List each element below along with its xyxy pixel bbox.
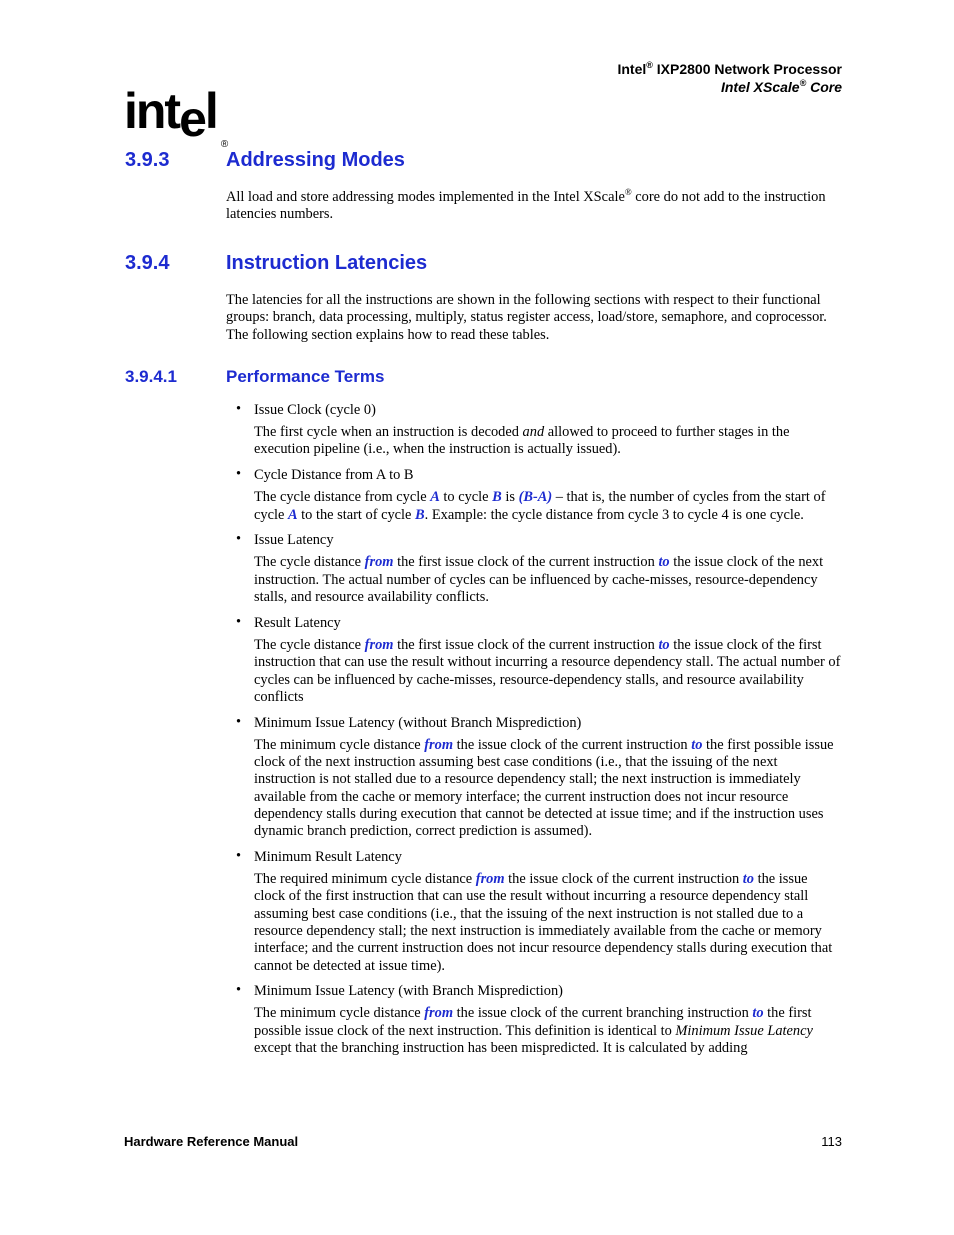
header-line-1: Intel® IXP2800 Network Processor [617,60,842,77]
list-item [236,467,842,524]
term-description: The required minimum cycle distance from the issue clock of the current instruction to the issue clock of the first instruction that can use the result without incurring a resource dependency stall assuming best case conditions (i.e., that the issuing of the next instruction is not stalled due to a resource dependency stall; the next instruction is immediately available from the cache or memory interface; and the current instruction does not incur resource dependency stalls during execution that cannot be detected at issue time). [254,871,833,974]
performance-terms-list [236,402,842,1066]
list-item [236,532,842,606]
running-header [617,60,842,96]
term-title: • Minimum Result Latency [236,849,842,866]
instruction-latencies-paragraph: The latencies for all the instructions are shown in the following sections with respect to their functional groups: branch, data processing, multiply, status register access, load/store, semaphore, and coprocessor. The following section explains how to read these tables. [226,292,827,343]
section-heading-instruction-latencies: 3.9.4 Instruction Latencies [125,252,428,274]
term-title: • Result Latency [236,615,842,632]
term-description: The cycle distance from the first issue clock of the current instruction to the issue clock of the next instruction. The actual number of cycles can be influenced by cache-misses, resource-dependency stalls, and resource availability conflicts. [254,554,824,606]
list-item [236,983,842,1057]
footer-manual-title: Hardware Reference Manual [124,1134,299,1149]
header-line-2: Intel XScale® Core [720,78,842,95]
list-item [236,849,842,975]
list-item [236,615,842,706]
term-description: The cycle distance from the first issue clock of the current instruction to the issue clock of the first instruction that can use the result without incurring a resource dependency stall. The actual number of cycles can be influenced by cache-misses, resource-dependency stalls, and resource availability conflicts [254,636,841,705]
addressing-modes-paragraph: All load and store addressing modes implemented in the Intel XScale® core do not add to the instruction latencies numbers. [226,187,826,223]
page-number: 113 [821,1134,842,1149]
term-description: The first cycle when an instruction is decoded and allowed to proceed to further stages in the execution pipeline (i.e., when the instruction is actually issued). [254,424,790,458]
list-item [236,715,842,841]
term-description: The cycle distance from cycle A to cycle B is (B-A) – that is, the number of cycles from the start of cycle A to the start of cycle B. Example: the cycle distance from cycle 3 to cycle 4 is one cycle. [254,489,826,523]
intel-logo: intel® [124,83,229,150]
term-description: The minimum cycle distance from the issue clock of the current instruction to the first possible issue clock of the next instruction assuming best case conditions (i.e., that the issuing of the next instruction is not stalled due to a resource dependency stall; the next instruction is immediately available from the cache or memory interface; the current instruction does not incur resource dependency stalls during execution that cannot be detected at issue time; and if the instruction uses dynamic branch prediction, correct prediction is assumed). [254,736,834,840]
term-title: • Minimum Issue Latency (with Branch Misprediction) [236,983,842,1000]
list-item [236,402,842,459]
section-heading-addressing-modes: 3.9.3 Addressing Modes [125,149,405,171]
term-title: • Issue Latency [236,532,842,549]
term-title: • Issue Clock (cycle 0) [236,402,842,419]
subsection-heading-performance-terms: 3.9.4.1 Performance Terms [125,367,385,386]
term-description: The minimum cycle distance from the issue clock of the current branching instruction to the first possible issue clock of the next instruction. This definition is identical to Minimum Issue Latency except that the branching instruction has been mispredicted. It is calculated by adding [254,1005,813,1057]
term-title: • Cycle Distance from A to B [236,467,842,484]
term-title: • Minimum Issue Latency (without Branch Misprediction) [236,715,842,732]
